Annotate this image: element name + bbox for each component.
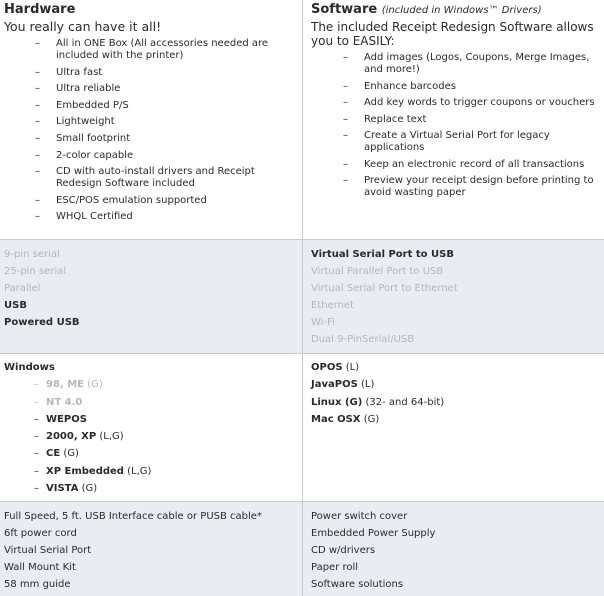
windows-version-name: VISTA — [46, 483, 79, 495]
windows-title: Windows — [4, 362, 55, 373]
windows-cell — [0, 353, 302, 501]
dash-mark: – — [34, 483, 39, 495]
list-item: – CD with auto-install drivers and Receipt Redesign Software included — [4, 166, 298, 190]
other-os-note: (G) — [363, 413, 380, 425]
windows-version — [4, 411, 298, 428]
other-os-note: (32- and 64-bit) — [365, 396, 445, 408]
accessories-left-cell — [0, 501, 302, 596]
interface-item: Parallel — [4, 283, 41, 294]
windows-version-note: (L,G) — [127, 465, 152, 477]
software-title-note: (included in Windows™ Drivers) — [381, 5, 542, 16]
interface-item: 25-pin serial — [4, 266, 67, 277]
accessory-item: Power switch cover — [311, 511, 408, 522]
accessory-item: Wall Mount Kit — [4, 562, 76, 573]
accessory-item: Software solutions — [311, 579, 404, 590]
windows-version — [4, 394, 298, 411]
windows-version — [4, 376, 298, 393]
accessory-item: 6ft power cord — [4, 528, 77, 539]
windows-version-name: NT 4.0 — [46, 396, 83, 408]
windows-version-name: CE — [46, 448, 61, 460]
other-os-item — [311, 376, 600, 393]
list-item: – Create a Virtual Serial Port for legacy applications — [311, 130, 600, 154]
software-cell — [302, 0, 604, 239]
accessory-item: Full Speed, 5 ft. USB Interface cable or PUSB cable* — [4, 511, 262, 522]
list-item: – Preview your receipt design before printing to avoid wasting paper — [311, 175, 600, 199]
other-os-item — [311, 394, 600, 411]
other-os-cell — [302, 353, 604, 501]
other-os-item — [311, 411, 600, 428]
windows-version-name: 2000, XP — [46, 431, 97, 443]
accessory-item: CD w/drivers — [311, 545, 376, 556]
other-os-item — [311, 359, 600, 376]
other-os-note: (L) — [360, 379, 375, 391]
accessories-right-cell — [302, 501, 604, 596]
software-title-text: Software — [311, 2, 378, 17]
hardware-lead: You really can have it all! — [4, 19, 162, 34]
interface-item: Powered USB — [4, 317, 80, 328]
virtual-port-item: Ethernet — [311, 300, 355, 311]
interfaces-cell — [0, 239, 302, 353]
list-item: – ESC/POS emulation supported — [4, 195, 298, 207]
list-item: – Enhance barcodes — [311, 81, 600, 93]
interface-item: 9-pin serial — [4, 249, 60, 260]
software-feature-list — [311, 52, 600, 199]
list-item: – Add key words to trigger coupons or vouchers — [311, 97, 600, 109]
interface-item: USB — [4, 300, 27, 311]
other-os-name: OPOS — [311, 362, 343, 373]
windows-version-note: (G) — [63, 448, 79, 460]
list-item: – Embedded P/S — [4, 100, 298, 112]
dash-mark: – — [34, 379, 39, 391]
accessory-item: 58 mm guide — [4, 579, 71, 590]
list-item: – 2-color capable — [4, 150, 298, 162]
windows-version — [4, 428, 298, 445]
other-os-name: Linux (G) — [311, 396, 363, 408]
virtual-port-item: Virtual Serial Port to USB — [311, 249, 454, 260]
list-item: – WHQL Certified — [4, 211, 298, 223]
list-item: – Keep an electronic record of all transactions — [311, 159, 600, 171]
dash-mark: – — [34, 396, 39, 408]
hardware-feature-list — [4, 38, 298, 223]
hardware-cell — [0, 0, 302, 239]
virtual-ports-cell — [302, 239, 604, 353]
virtual-port-item: Dual 9-PinSerial/USB — [311, 334, 415, 345]
windows-version-note: (G) — [87, 379, 103, 391]
list-item: – Add images (Logos, Coupons, Merge Images, and more!) — [311, 52, 600, 76]
list-item: – Ultra fast — [4, 67, 298, 79]
windows-version-name: WEPOS — [46, 413, 87, 425]
list-item: – Ultra reliable — [4, 83, 298, 95]
software-title — [311, 2, 600, 18]
other-os-name: JavaPOS — [311, 379, 358, 391]
windows-version — [4, 480, 298, 497]
dash-mark: – — [34, 465, 39, 477]
windows-version-name: XP Embedded — [46, 465, 124, 477]
windows-version — [4, 463, 298, 480]
list-item: – Replace text — [311, 114, 600, 126]
list-item: – Lightweight — [4, 116, 298, 128]
accessory-item: Virtual Serial Port — [4, 545, 92, 556]
virtual-port-item: Virtual Serial Port to Ethernet — [311, 283, 458, 294]
windows-version-note: (G) — [81, 483, 98, 495]
other-os-name: Mac OSX — [311, 413, 361, 425]
dash-mark: – — [34, 448, 39, 460]
software-lead: The included Receipt Redesign Software allows you to EASILY: — [311, 20, 594, 48]
other-os-note: (L) — [345, 362, 360, 373]
virtual-port-item: Wi-Fi — [311, 317, 335, 328]
windows-version — [4, 445, 298, 462]
list-item: – All in ONE Box (All accessories needed are included with the printer) — [4, 38, 298, 62]
list-item: – Small footprint — [4, 133, 298, 145]
dash-mark: – — [34, 413, 39, 425]
windows-version-name: 98, ME — [46, 379, 84, 391]
dash-mark: – — [34, 431, 39, 443]
hardware-title: Hardware — [4, 2, 76, 17]
windows-version-note: (L,G) — [99, 431, 124, 443]
accessory-item: Embedded Power Supply — [311, 528, 436, 539]
virtual-port-item: Virtual Parallel Port to USB — [311, 266, 444, 277]
accessory-item: Paper roll — [311, 562, 359, 573]
